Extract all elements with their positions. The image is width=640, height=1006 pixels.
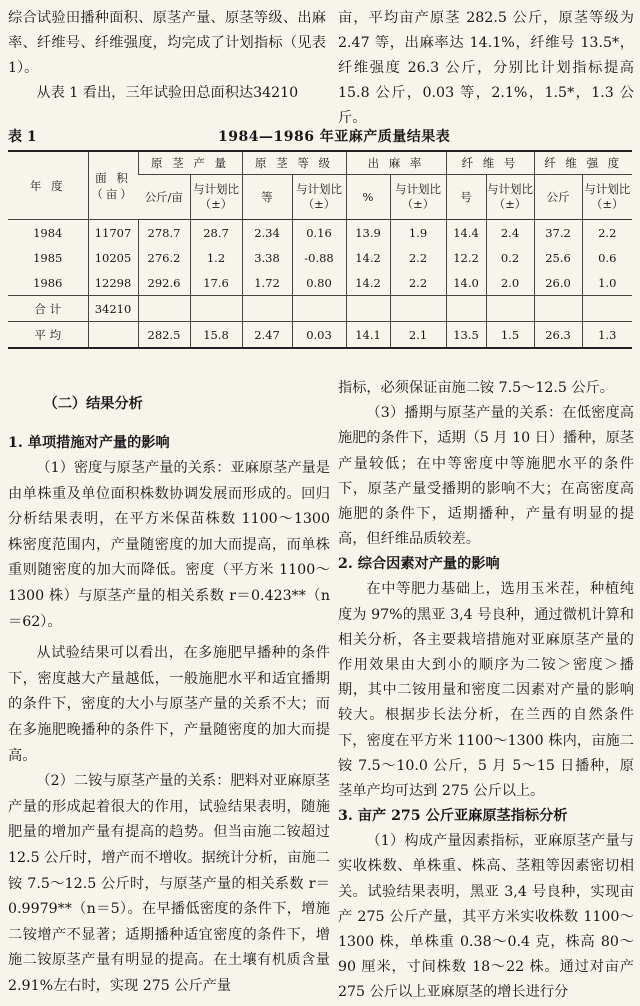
- cell: 1.72: [242, 270, 292, 296]
- cell: [446, 296, 486, 322]
- body-paragraph: （2）二铵与原茎产量的关系：肥料对亚麻原茎产量的形成起着很大的作用，试验结果表明，随施肥量的增加产量有提高的趋势。但当亩施二铵超过 12.5 公斤时，增产而不增收。据统计分析，亩施二铵 7.5～12.5 公斤时，与原茎产量的相关系数 r＝0.9979**（n＝5）。在早播低密度的条件下，增施二铵增产不显著；适期播种适宜密度的条件下，增施二铵原茎产量有明显的提高。在土壤有机质含量 2.91%左右时，实现 275 公斤产量: [8, 773, 330, 994]
- cell: 2.2: [582, 220, 632, 246]
- subsection-heading: 3. 亩产 275 公斤亚麻原茎指标分析: [338, 808, 568, 825]
- cell: [242, 296, 292, 322]
- row-year: 1984: [33, 225, 63, 240]
- intro-column-right: [338, 6, 634, 131]
- table-caption: [8, 126, 632, 146]
- table-average-row: [8, 322, 632, 349]
- group-header: 纤 维 号: [446, 151, 534, 175]
- cell: 14.1: [346, 322, 390, 349]
- group-header: 原 茎 等 级: [242, 151, 346, 175]
- body-paragraph: 指标，必须保证亩施二铵 7.5～12.5 公斤。: [338, 380, 614, 396]
- sub-header: 公斤: [534, 175, 582, 220]
- cell: [138, 296, 190, 322]
- cell: 14.0: [446, 270, 486, 296]
- cell: 0.03: [292, 322, 346, 349]
- cell: 2.1: [390, 322, 446, 349]
- cell: 26.0: [534, 270, 582, 296]
- cell: 1.5: [486, 322, 534, 349]
- row-year: 1985: [33, 250, 63, 265]
- cell: [88, 322, 138, 349]
- table-label: 表 1: [8, 129, 37, 145]
- intro-paragraph: 综合试验田播种面积、原茎产量、原茎等级、出麻率、纤维号、纤维强度，均完成了计划指标（见表 1）。: [8, 10, 326, 76]
- area-header: [88, 151, 138, 220]
- sub-header: %: [346, 175, 390, 220]
- cell: 276.2: [138, 245, 190, 270]
- intro-paragraph-2: 从表 1 看出，三年试验田总面积达34210: [36, 85, 299, 101]
- cell: [346, 296, 390, 322]
- table-title: 1984—1986 年亚麻产质量结果表: [218, 129, 451, 145]
- total-label: 合 计: [8, 296, 88, 322]
- subsection-heading: 1. 单项措施对产量的影响: [8, 435, 170, 451]
- sub-header: 与计划比（±）: [390, 175, 446, 220]
- cell: 37.2: [534, 220, 582, 246]
- cell: 1.2: [190, 245, 242, 270]
- row-year: 1986: [33, 275, 63, 290]
- sub-header: 与计划比（±）: [292, 175, 346, 220]
- row-area: 10205: [88, 245, 138, 270]
- cell: 14.2: [346, 270, 390, 296]
- cell: [582, 296, 632, 322]
- cell: [534, 296, 582, 322]
- sub-header: 等: [242, 175, 292, 220]
- cell: [390, 296, 446, 322]
- cell: 282.5: [138, 322, 190, 349]
- cell: [486, 296, 534, 322]
- sub-header: 与计划比（±）: [582, 175, 632, 220]
- cell: 0.2: [486, 245, 534, 270]
- cell: 28.7: [190, 220, 242, 246]
- cell: 13.5: [446, 322, 486, 349]
- sub-header: 号: [446, 175, 486, 220]
- cell: 15.8: [190, 322, 242, 349]
- area-header-unit: （亩）: [91, 186, 135, 201]
- area-header-label: 面 积: [95, 170, 131, 185]
- sub-header: 与计划比（±）: [486, 175, 534, 220]
- cell: -0.88: [292, 245, 346, 270]
- subsection-heading: 2. 综合因素对产量的影响: [338, 556, 500, 573]
- cell: 0.80: [292, 270, 346, 296]
- cell: 2.4: [486, 220, 534, 246]
- body-paragraph: 在中等肥力基础上，选用玉米茬，种植纯度为 97%的黑亚 3,4 号良种，通过微机计算和相关分析，各主要栽培措施对亚麻原茎产量的作用效果由大到小的顺序为二铵＞密度＞播期，其中二铵用量和密度二因素对产量的影响较大。根据步长法分析，在兰西的自然条件下，密度在平方米 1100～1300 株内，亩施二铵 7.5～10.0 公斤，5 月 5～15 日播种，原茎单产均可达到 275 公斤以上。: [338, 581, 634, 800]
- table-row: [8, 270, 632, 296]
- cell: 1.0: [582, 270, 632, 296]
- body-paragraph: （1）密度与原茎产量的关系：亚麻原茎产量是由单株重及单位面积株数协调发展而形成的。回归分析结果表明，在平方米保苗株数 1100～1300 株密度范围内，产量随密度的加大而提高，而单株重则随密度的加大而降低。密度（平方米 1100～1300 株）与原茎产量的相关系数 r＝0.423**（n＝62）。: [8, 460, 330, 630]
- group-header: 出 麻 率: [346, 151, 446, 175]
- analysis-column-right: [338, 376, 634, 1006]
- cell: 2.0: [486, 270, 534, 296]
- cell: 1.9: [390, 220, 446, 246]
- table-row: [8, 220, 632, 246]
- cell: 17.6: [190, 270, 242, 296]
- table-total-row: [8, 296, 632, 322]
- row-area: 11707: [88, 220, 138, 246]
- year-header: 年 度: [8, 151, 88, 220]
- cell: 26.3: [534, 322, 582, 349]
- group-header: 纤 维 强 度: [534, 151, 632, 175]
- cell: [190, 296, 242, 322]
- table-row: [8, 245, 632, 270]
- cell: 25.6: [534, 245, 582, 270]
- row-area: 12298: [88, 270, 138, 296]
- cell: 1.3: [582, 322, 632, 349]
- section-heading: （二）结果分析: [43, 396, 143, 412]
- body-paragraph: （3）播期与原茎产量的关系：在低密度高施肥的条件下，适期（5 月 10 日）播种，原茎产量较低；在中等密度中等施肥水平的条件下，原茎产量受播期的影响不大；在高密度高施肥的条件下，适期播种，产量有明显的提高，但纤维品质较差。: [338, 405, 634, 548]
- results-table: [8, 150, 632, 349]
- analysis-column-left: [8, 386, 330, 999]
- cell: 3.38: [242, 245, 292, 270]
- sub-header: 公斤/亩: [138, 175, 190, 220]
- cell: 13.9: [346, 220, 390, 246]
- group-header: 原 茎 产 量: [138, 151, 242, 175]
- cell: 14.4: [446, 220, 486, 246]
- cell: [292, 296, 346, 322]
- body-paragraph: （1）构成产量因素指标，亚麻原茎产量与实收株数、单株重、株高、茎粗等因素密切相关。试验结果表明，黑亚 3,4 号良种，实现亩产 275 公斤产量，其平方米实收株数 1100～1300 株，单株重 0.38～0.4 克，株高 80～90 厘米，寸间株数 18～22 株。通过对亩产 275 公斤以上亚麻原茎的增长进行分: [338, 833, 634, 1001]
- summary-paragraph: 亩，平均亩产原茎 282.5 公斤，原茎等级为 2.47 等，出麻率达 14.1%，纤维号 13.5*，纤维强度 26.3 公斤，分别比计划指标提高 15.8 公斤，0.03 等，2.1%，1.5*，1.3 公斤。: [338, 10, 634, 126]
- cell: 2.2: [390, 270, 446, 296]
- cell: 0.6: [582, 245, 632, 270]
- sub-header: 与计划比（±）: [190, 175, 242, 220]
- body-paragraph: 从试验结果可以看出，在多施肥早播种的条件下，密度越大产量越低，一般施肥水平和适宜播期的条件下，密度的大小与原茎产量的关系不大；而在多施肥晚播种的条件下，产量随密度的加大而提高。: [8, 645, 330, 764]
- intro-column-left: [8, 6, 326, 106]
- cell: 2.34: [242, 220, 292, 246]
- table-header-row-1: [8, 151, 632, 175]
- cell: 2.47: [242, 322, 292, 349]
- cell: 278.7: [138, 220, 190, 246]
- cell: 292.6: [138, 270, 190, 296]
- cell: 0.16: [292, 220, 346, 246]
- cell: 12.2: [446, 245, 486, 270]
- cell: 2.2: [390, 245, 446, 270]
- cell: 14.2: [346, 245, 390, 270]
- average-label: 平 均: [8, 322, 88, 349]
- total-area: 34210: [88, 296, 138, 322]
